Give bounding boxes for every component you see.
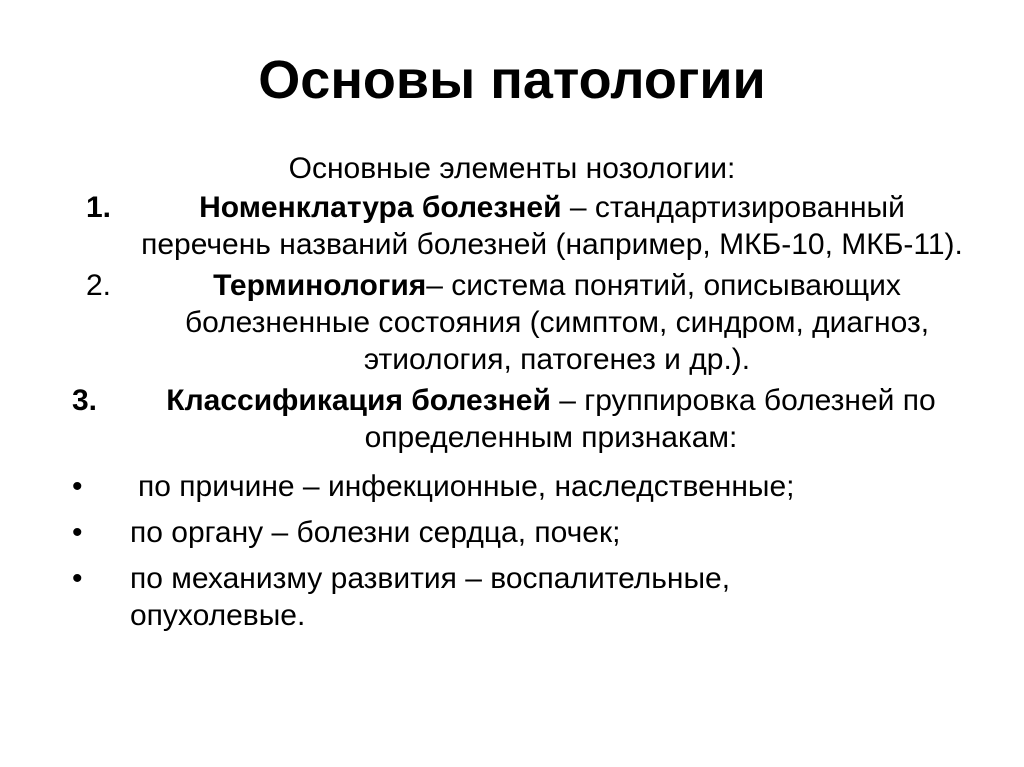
slide-title: Основы патологии [258, 50, 766, 110]
item-number: 3. [72, 384, 98, 417]
list-item [0, 560, 1024, 634]
item-body [120, 382, 982, 456]
item-text: – группировка болезней по определенным признакам: [364, 384, 936, 454]
bullet-dot: • [72, 516, 83, 549]
bullet-text: по механизму развития – воспалительные, опухолевые. [130, 562, 731, 632]
numbered-item-nomenclature [0, 189, 1024, 263]
item-body [150, 267, 964, 378]
slide-subtitle: Основные элементы нозологии: [288, 152, 736, 185]
item-body [140, 189, 964, 263]
slide-content [0, 150, 1024, 643]
numbered-item-terminology [0, 267, 1024, 378]
item-term: Номенклатура болезней [199, 191, 562, 224]
item-term: Классификация болезней [166, 384, 551, 417]
bullet-dot: • [72, 562, 83, 595]
bullet-text: по органу – болезни сердца, почек; [130, 516, 621, 549]
item-number: 1. [86, 191, 112, 224]
bullet-text: по причине – инфекционные, наследственные; [138, 470, 795, 503]
item-text: – стандартизированный перечень названий болезней (например, МКБ-10, МКБ-11). [141, 191, 963, 261]
bullet-dot: • [72, 470, 83, 503]
item-text: – система понятий, описывающих болезненные состояния (симптом, синдром, диагноз, этиология, патогенез и др.). [184, 269, 930, 376]
item-number: 2. [86, 269, 112, 302]
bullet-list [0, 468, 1024, 634]
numbered-item-classification [0, 382, 1024, 456]
list-item [0, 468, 1024, 505]
list-item [0, 514, 1024, 551]
item-term: Терминология [213, 269, 427, 302]
